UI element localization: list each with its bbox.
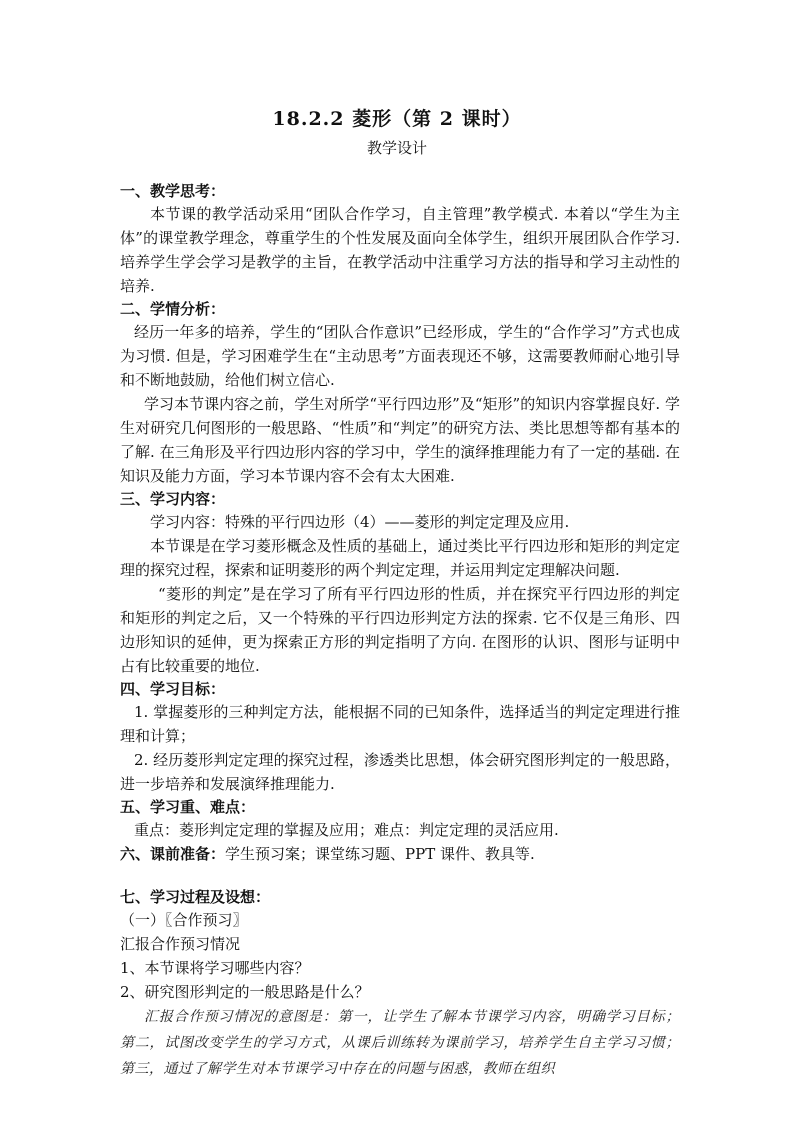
- objective-item: 1. 掌握菱形的三种判定方法，能根据不同的已知条件，选择适当的判定定理进行推理和计算；: [120, 703, 680, 745]
- paragraph: 经历一年多的培养，学生的“团队合作意识”已经形成，学生的“合作学习”方式也成为习惯. 但是，学习困难学生在“主动思考”方面表现还不够，这需要教师耐心地引导和不断地鼓励，给他们树立信心.: [120, 323, 680, 389]
- paragraph: “菱形的判定”是在学习了所有平行四边形的性质，并在探究平行四边形的判定和矩形的判定之后，又一个特殊的平行四边形判定方法的探索. 它不仅是三角形、四边形知识的延伸，更为探索正方形的判定指明了方向. 在图形的认识、图形与证明中占有比较重要的地位.: [120, 585, 680, 675]
- paragraph: 本节课的教学活动采用“团队合作学习，自主管理”教学模式. 本着以“学生为主体”的课堂教学理念，尊重学生的个性发展及面向全体学生，组织开展团队合作学习. 培养学生学会学习是教学的主旨，在教学活动中注重学习方法的指导和学习主动性的培养.: [120, 205, 680, 295]
- section-heading-preparation: 六、课前准备：: [120, 845, 226, 863]
- subsection-heading: （一）〖合作预习〗: [120, 911, 248, 929]
- paragraph: 学习内容：特殊的平行四边形（4）——菱形的判定定理及应用.: [150, 513, 570, 531]
- paragraph: 重点：菱形判定定理的掌握及应用；难点：判定定理的灵活应用.: [134, 821, 559, 839]
- section-heading-learning-objectives: 四、学习目标：: [120, 680, 226, 698]
- document-title: 18.2.2 菱形（第 2 课时）: [272, 108, 522, 130]
- section-heading-learning-content: 三、学习内容：: [120, 490, 226, 508]
- section-heading-student-analysis: 二、学情分析：: [120, 300, 226, 318]
- question-item: 2、研究图形判定的一般思路是什么？: [120, 983, 370, 1001]
- document-subtitle: 教学设计: [366, 139, 427, 157]
- objective-item: 2. 经历菱形判定定理的探究过程，渗透类比思想，体会研究图形判定的一般思路，进一步培养和发展演绎推理能力.: [120, 751, 680, 793]
- document-body: [120, 180, 680, 1082]
- preparation-text: 学生预习案；课堂练习题、PPT 课件、教具等.: [225, 845, 535, 863]
- section-preparation: [120, 842, 680, 866]
- paragraph: 本节课是在学习菱形概念及性质的基础上，通过类比平行四边形和矩形的判定定理的探究过程，探索和证明菱形的两个判定定理，并运用判定定理解决问题.: [120, 537, 680, 579]
- section-heading-teaching-thoughts: 一、教学思考：: [120, 182, 226, 200]
- paragraph: 汇报合作预习情况: [120, 935, 241, 953]
- section-heading-learning-process: 七、学习过程及设想：: [120, 888, 271, 906]
- question-item: 1、本节课将学习哪些内容？: [120, 959, 310, 977]
- section-heading-key-points: 五、学习重、难点：: [120, 798, 256, 816]
- paragraph: 学习本节课内容之前，学生对所学“平行四边形”及“矩形”的知识内容掌握良好. 学生对研究几何图形的一般思路、“性质”和“判定”的研究方法、类比思想等都有基本的了解. 在三角形及平行四边形内容的学习中，学生的演绎推理能力有了一定的基础. 在知识及能力方面，学习本节课内容不会有太大困难.: [120, 395, 680, 485]
- spacer: [120, 866, 680, 886]
- design-intent-note: 汇报合作预习情况的意图是：第一，让学生了解本节课学习内容，明确学习目标；第二，试图改变学生的学习方式，从课后训练转为课前学习，培养学生自主学习习惯；第三，通过了解学生对本节课学习中存在的问题与困惑，教师在组织: [120, 1009, 680, 1077]
